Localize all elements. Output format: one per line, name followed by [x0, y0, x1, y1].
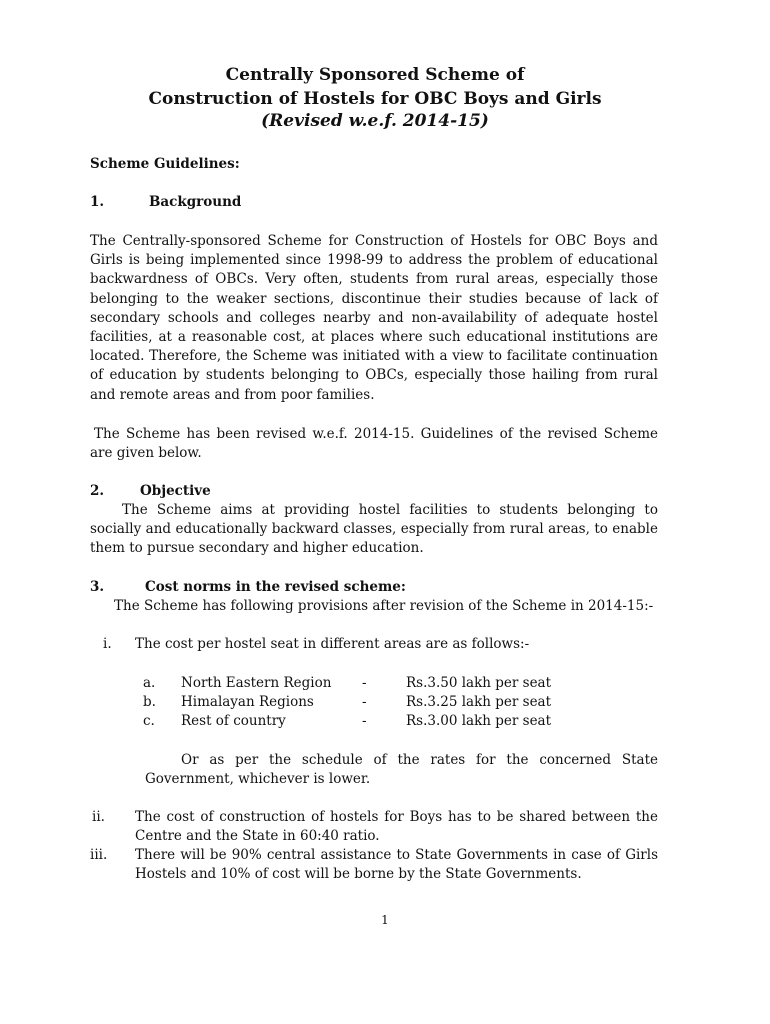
rate-row [143, 674, 603, 693]
title-line-1: Centrally Sponsored Scheme of [225, 65, 525, 85]
rate-value: Rs.3.00 lakh per seat [406, 713, 552, 729]
item-i-numeral: i. [103, 636, 112, 652]
rate-letter: c. [143, 713, 155, 729]
section-1-heading: Background [149, 194, 242, 210]
title-line-2: Construction of Hostels for OBC Boys and Girls [148, 89, 602, 109]
section-1-number: 1. [90, 194, 105, 210]
page-number: 1 [381, 913, 389, 927]
background-paragraph-2 [90, 425, 658, 463]
scheme-guidelines-heading: Scheme Guidelines: [90, 156, 240, 172]
rate-region: Rest of country [181, 713, 286, 729]
section-3-heading: Cost norms in the revised scheme: [145, 579, 406, 595]
background-paragraph-2-text: The Scheme has been revised w.e.f. 2014-15. Guidelines of the revised Scheme are given below. [90, 426, 658, 462]
title-line-3: (Revised w.e.f. 2014-15) [261, 111, 489, 131]
rate-dash: - [362, 675, 367, 691]
section-2-number: 2. [90, 483, 105, 499]
item-i-text: The cost per hostel seat in different areas are as follows:- [135, 636, 530, 652]
rate-note: Or as per the schedule of the rates for the concerned State Government, whichever is lower. [145, 752, 658, 788]
rate-dash: - [362, 713, 367, 729]
rate-dash: - [362, 694, 367, 710]
rate-letter: a. [143, 675, 156, 691]
rate-row [143, 693, 603, 712]
section-3-intro: The Scheme has following provisions after revision of the Scheme in 2014-15:- [114, 598, 654, 614]
item-iii-numeral: iii. [90, 847, 108, 863]
rate-value: Rs.3.25 lakh per seat [406, 694, 552, 710]
rate-region: North Eastern Region [181, 675, 332, 691]
rate-row [143, 712, 603, 731]
item-ii-text: The cost of construction of hostels for Boys has to be shared between the Centre and the State in 60:40 ratio. [135, 809, 658, 845]
item-ii-numeral: ii. [92, 809, 105, 825]
section-2-heading: Objective [140, 483, 211, 499]
rate-value: Rs.3.50 lakh per seat [406, 675, 552, 691]
section-3-number: 3. [90, 579, 105, 595]
objective-paragraph: The Scheme aims at providing hostel facilities to students belonging to socially and educationally backward classes, especially from rural areas, to enable them to pursue secondary and higher education. [90, 502, 658, 557]
item-iii-text: There will be 90% central assistance to State Governments in case of Girls Hostels and 10% of cost will be borne by the State Governments. [135, 847, 658, 883]
background-paragraph-1: The Centrally-sponsored Scheme for Construction of Hostels for OBC Boys and Girls is being implemented since 1998-99 to address the problem of educational backwardness of OBCs. Very often, students from rural areas, especially those belonging to the weaker sections, discontinue their studies because of lack of secondary schools and colleges nearby and non-availability of adequate hostel facilities, at a reasonable cost, at places where such educational institutions are located. Therefore, the Scheme was initiated with a view to facilitate continuation of education by students belonging to OBCs, especially those hailing from rural and remote areas and from poor families. [90, 233, 658, 403]
rate-region: Himalayan Regions [181, 694, 314, 710]
rate-letter: b. [143, 694, 156, 710]
